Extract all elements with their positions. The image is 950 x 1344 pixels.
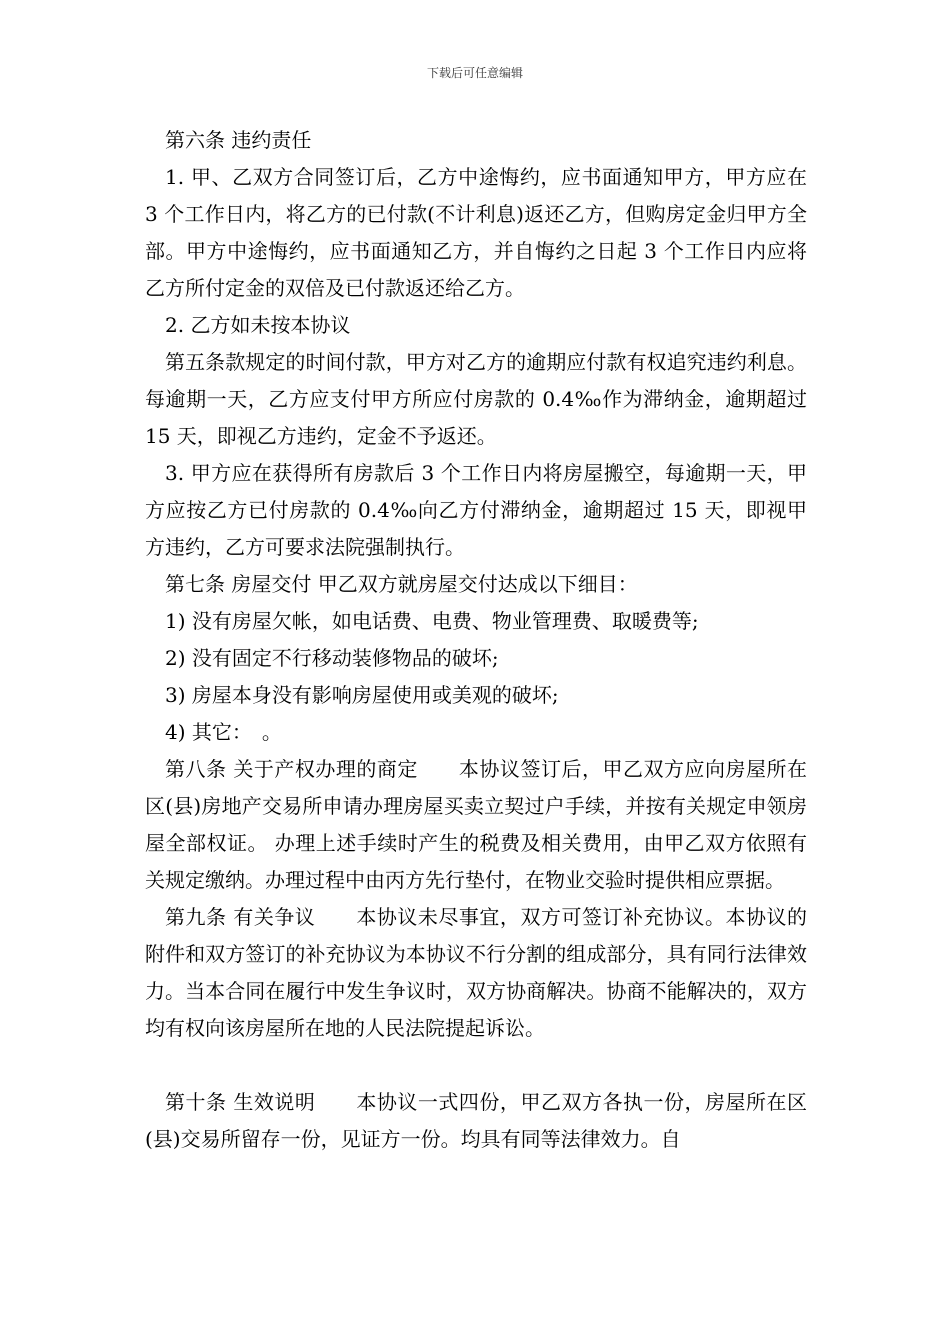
article-9: 第九条 有关争议 本协议未尽事宜，双方可签订补充协议。本协议的附件和双方签订的补充协议为本协议不行分割的组成部分，具有同行法律效力。当本合同在履行中发生争议时，双方协商解决。协商不能解决的，双方均有权向该房屋所在地的人民法院提起诉讼。 [145,905,807,1040]
article-7-item-2: 2) 没有固定不行移动装修物品的破坏; [165,646,499,670]
article-6-clause-3: 3. 甲方应在获得所有房款后 3 个工作日内将房屋搬空，每逾期一天，甲方应按乙方已付房款的 0.4‰向乙方付滞纳金，逾期超过 15 天，即视甲方违约，乙方可要求法院强制执行。 [145,461,807,559]
article-10: 第十条 生效说明 本协议一式四份，甲乙双方各执一份，房屋所在区(县)交易所留存一份，见证方一份。均具有同等法律效力。自 [145,1090,807,1151]
paragraph-spacer [145,1047,807,1084]
article-7-item-1: 1) 没有房屋欠帐，如电话费、电费、物业管理费、取暖费等; [165,609,699,633]
article-6-heading: 第六条 违约责任 [165,128,312,152]
document-body [145,122,814,1158]
article-6-clause-2-continued: 第五条款规定的时间付款，甲方对乙方的逾期应付款有权追究违约利息。每逾期一天，乙方应支付甲方所应付房款的 0.4‰作为滞纳金，逾期超过 15 天，即视乙方违约，定金不予返还。 [145,350,814,448]
article-6-clause-2: 2. 乙方如未按本协议 [165,313,351,337]
article-6-clause-1: 1. 甲、乙双方合同签订后，乙方中途悔约，应书面通知甲方，甲方应在 3 个工作日内，将乙方的已付款(不计利息)返还乙方，但购房定金归甲方全部。甲方中途悔约，应书面通知乙方，并自悔约之日起 3 个工作日内应将乙方所付定金的双倍及已付款返还给乙方。 [145,165,814,300]
page-header-note: 下载后可任意编辑 [426,66,523,80]
article-8: 第八条 关于产权办理的商定 本协议签订后，甲乙双方应向房屋所在区(县)房地产交易所申请办理房屋买卖立契过户手续，并按有关规定申领房屋全部权证。 办理上述手续时产生的税费及相关费用，由甲乙双方依照有关规定缴纳。办理过程中由丙方先行垫付，在物业交验时提供相应票据。 [145,757,807,892]
article-7-item-4: 4) 其它： 。 [165,720,282,744]
article-7-item-3: 3) 房屋本身没有影响房屋使用或美观的破坏; [165,683,559,707]
article-7-heading: 第七条 房屋交付 甲乙双方就房屋交付达成以下细目： [165,572,638,596]
